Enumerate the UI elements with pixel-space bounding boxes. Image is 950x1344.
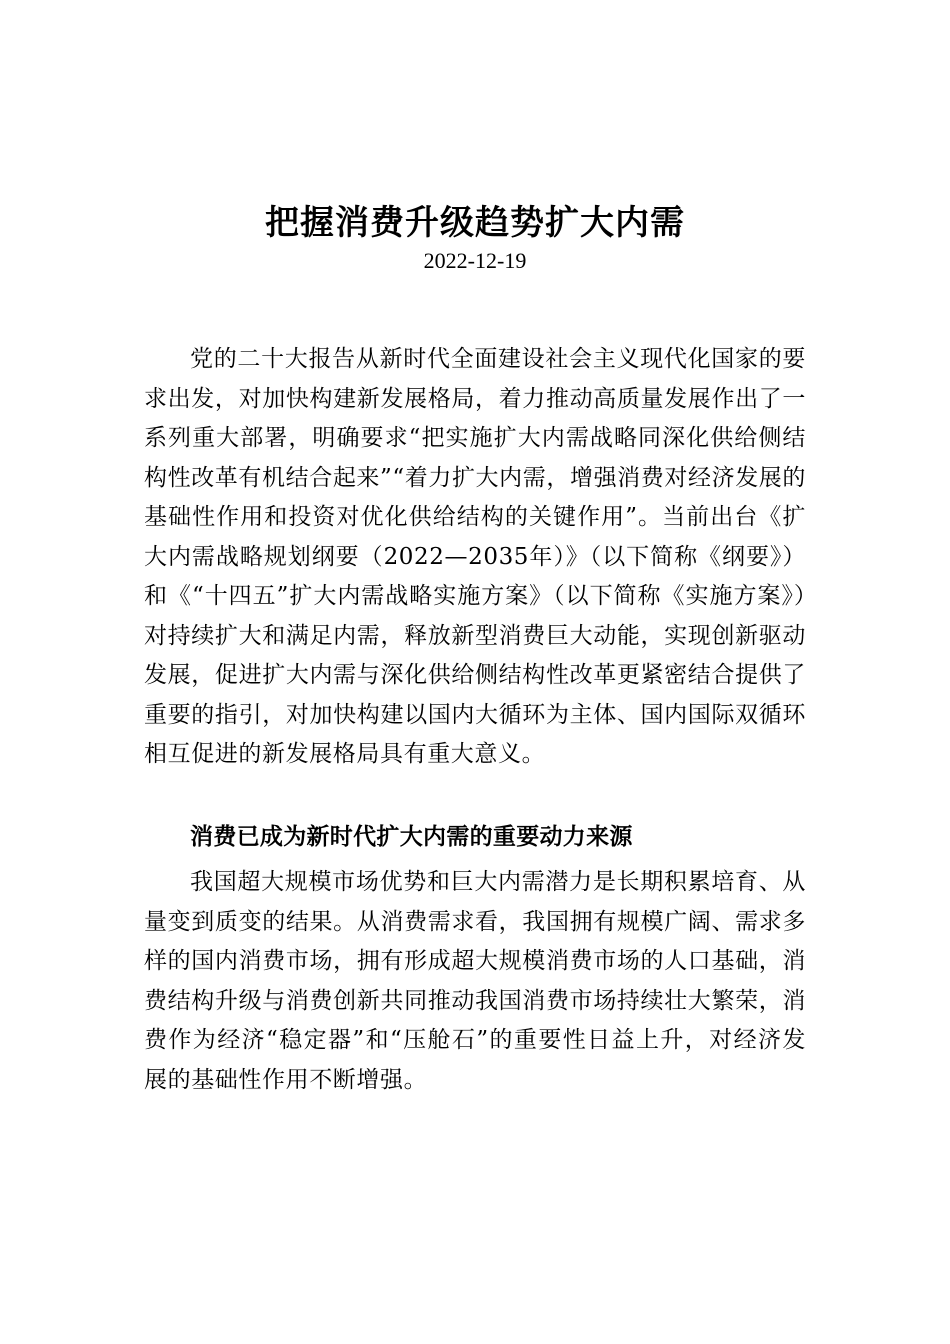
article-title: 把握消费升级趋势扩大内需 xyxy=(265,202,685,243)
section-heading: 消费已成为新时代扩大内需的重要动力来源 xyxy=(190,824,633,850)
article-date: 2022-12-19 xyxy=(423,248,527,273)
article-paragraph-2: 我国超大规模市场优势和巨大内需潜力是长期积累培育、从量变到质变的结果。从消费需求看，我国拥有规模广阔、需求多样的国内消费市场，拥有形成超大规模消费市场的人口基础，消费结构升级与消费创新共同推动我国消费市场持续壮大繁荣，消费作为经济“稳定器”和“压舱石”的重要性日益上升，对经济发展的基础性作用不断增强。 xyxy=(144,869,806,1093)
article-paragraph-1: 党的二十大报告从新时代全面建设社会主义现代化国家的要求出发，对加快构建新发展格局，着力推动高质量发展作出了一系列重大部署，明确要求“把实施扩大内需战略同深化供给侧结构性改革有机结合起来”“着力扩大内需，增强消费对经济发展的基础性作用和投资对优化供给结构的关键作用”。当前出台《扩大内需战略规划纲要（2022—2035年）》（以下简称《纲要》）和《“十四五”扩大内需战略实施方案》（以下简称《实施方案》）对持续扩大和满足内需，释放新型消费巨大动能，实现创新驱动发展，促进扩大内需与深化供给侧结构性改革更紧密结合提供了重要的指引，对加快构建以国内大循环为主体、国内国际双循环相互促进的新发展格局具有重大意义。 xyxy=(144,346,806,767)
